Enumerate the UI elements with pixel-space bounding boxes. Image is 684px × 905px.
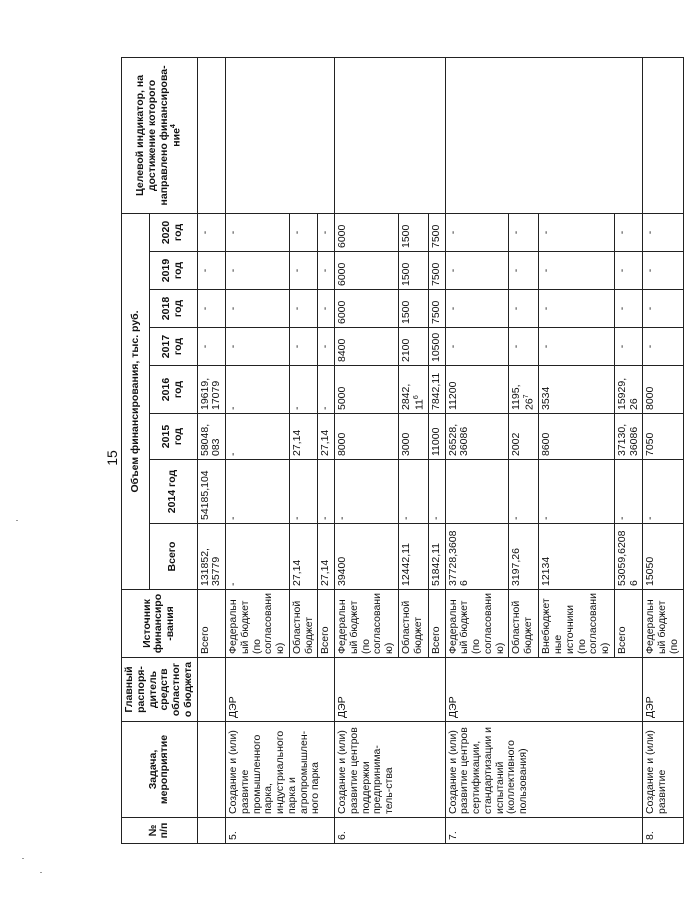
cell-2017: 2100 [398,328,428,366]
cell-total: 39400 [335,524,399,590]
header-2015: 2015 год [149,414,197,460]
header-2014: 2014 год [149,460,197,524]
cell-2015: 8000 [335,414,399,460]
cell-task [197,722,226,818]
cell-total: 12134 [539,524,615,590]
cell-2020: - [539,213,615,251]
header-target-sup: 4 [170,124,178,129]
cell-source: Всего [318,590,335,658]
cell-num [197,818,226,844]
cell-manager: ДЭР [643,658,683,722]
table-row [226,57,290,843]
cell-2020: 6000 [335,213,399,251]
cell-2014: - [318,460,335,524]
cell-2014 [445,460,509,524]
cell-2018: 1500 [398,290,428,328]
cell-manager: ДЭР [445,658,643,722]
cell-task: Создание и (или) развитие центров поддержки предпринима-тель-ства [335,722,446,818]
cell-manager: ДЭР [226,658,335,722]
cell-2017: 8400 [335,328,399,366]
cell-2018: - [445,290,509,328]
cell-num: 7. [445,818,643,844]
header-2017: 2017 год [149,328,197,366]
cell-2016-text: 2842, 11 [399,383,425,410]
cell-2017: - [539,328,615,366]
scan-speck [22,858,24,859]
cell-2015: 7050 [643,414,683,460]
cell-2019: - [318,252,335,290]
cell-2018: - [509,290,539,328]
cell-2016: - [318,366,335,414]
cell-2019: - [643,252,683,290]
cell-2020: - [643,213,683,251]
cell-total: 51842,11 [428,524,445,590]
cell-2020: - [197,213,226,251]
cell-source: Областной бюджет [398,590,428,658]
cell-2016 [509,366,539,414]
cell-2016: 5000 [335,366,399,414]
cell-2016: - [289,366,318,414]
cell-target [445,57,643,213]
cell-2014: - [614,460,643,524]
header-2016: 2016 год [149,366,197,414]
page-number: 15 [104,450,120,466]
cell-2018: - [289,290,318,328]
scan-speck [40,872,42,873]
table-row [445,57,509,843]
header-source: Источник финансиро-вания [122,590,198,658]
cell-source: Федеральный бюджет (по [643,590,683,658]
cell-2020: - [614,213,643,251]
cell-2017: - [197,328,226,366]
header-2019: 2019 год [149,252,197,290]
table-row [197,57,226,843]
cell-2020: - [445,213,509,251]
cell-2016: 15929, 26 [614,366,643,414]
cell-2015: 11000 [428,414,445,460]
table-row [335,57,399,843]
cell-source: Федеральный бюджет (по согласованию) [226,590,290,658]
cell-target [335,57,446,213]
cell-task: Создание и (или) развитие [643,722,683,818]
cell-2017: - [226,328,290,366]
cell-total: - [226,524,290,590]
header-num: № п/п [122,818,198,844]
cell-2020: 7500 [428,213,445,251]
cell-2015: 27,14 [289,414,318,460]
cell-2015: - [226,414,290,460]
cell-manager [197,658,226,722]
cell-target [226,57,335,213]
cell-2018: - [226,290,290,328]
cell-2017: - [445,328,509,366]
cell-2016: 8000 [643,366,683,414]
cell-2019: - [197,252,226,290]
cell-total: 3197,26 [509,524,539,590]
cell-2019: - [226,252,290,290]
cell-source: Всего [197,590,226,658]
cell-2014: - [335,460,399,524]
cell-2020: - [289,213,318,251]
cell-2018: - [539,290,615,328]
header-row-1 [122,57,150,843]
cell-2016: 19619, 17079 [197,366,226,414]
cell-2014: - [398,460,428,524]
cell-2018: - [643,290,683,328]
cell-2017: - [643,328,683,366]
cell-2016: 3534 [539,366,615,414]
cell-num: 8. [643,818,683,844]
cell-2014: - [226,460,290,524]
cell-2018: - [197,290,226,328]
cell-2017: - [509,328,539,366]
cell-2016: 11200 [445,366,509,414]
cell-total: 53059,62086 [614,524,643,590]
financing-table-rotated [121,58,680,844]
cell-2019: - [289,252,318,290]
cell-2014: - [643,460,683,524]
cell-2017: - [614,328,643,366]
cell-2018: - [318,290,335,328]
cell-2019: 7500 [428,252,445,290]
cell-2019: 1500 [398,252,428,290]
cell-source: Всего [428,590,445,658]
cell-num: 6. [335,818,446,844]
cell-2016: 7842,11 [428,366,445,414]
cell-2019: 6000 [335,252,399,290]
cell-manager: ДЭР [335,658,446,722]
cell-2015: 58048, 083 [197,414,226,460]
cell-source: Внебюджетные источники (по согласованию) [539,590,615,658]
header-task: Задача, мероприятие [122,722,198,818]
cell-2018: 6000 [335,290,399,328]
cell-2015: 26528, 36086 [445,414,509,460]
cell-2015: 37130, 36086 [614,414,643,460]
cell-2017: 10500 [428,328,445,366]
cell-target [643,57,683,213]
header-2018: 2018 год [149,290,197,328]
cell-total: 15050 [643,524,683,590]
cell-2014: - [509,460,539,524]
cell-2016-text: 1195, 26 [510,384,536,410]
header-volume: Объем финансирования, тыс. руб. [122,213,150,589]
cell-total: 131852, 35779 [197,524,226,590]
cell-task: Создание и (или) развитие промышленного парка, индустриального парка и агропромышлен-ного парка [226,722,335,818]
header-total: Всего [149,524,197,590]
cell-target [197,57,226,213]
cell-source: Федеральный бюджет (по согласованию) [445,590,509,658]
footnote-sup: 6 [412,395,420,400]
cell-2015: 2002 [509,414,539,460]
table-row [643,57,683,843]
cell-2020: - [226,213,290,251]
cell-total: 37728,36086 [445,524,509,590]
cell-2014: - [539,460,615,524]
cell-total: 12442,11 [398,524,428,590]
scan-speck [16,520,18,521]
cell-2014: - [289,460,318,524]
cell-2015: 8600 [539,414,615,460]
cell-2015: 27,14 [318,414,335,460]
footnote-sup: 7 [523,394,530,399]
header-target-text: Целевой индикатор, на достижение которого направлено финансирова-ние [134,65,183,206]
financing-table [121,57,684,844]
cell-2019: - [509,252,539,290]
cell-source: Областной бюджет [289,590,318,658]
cell-source: Федеральный бюджет (по согласованию) [335,590,399,658]
cell-2015: 3000 [398,414,428,460]
cell-2020: - [509,213,539,251]
cell-task: Создание и (или) развитие центров сертификации, стандартизации и испытаний (коллективного пользования) [445,722,643,818]
cell-2020: 1500 [398,213,428,251]
cell-2017: - [318,328,335,366]
cell-2020: - [318,213,335,251]
header-target [122,57,198,213]
cell-2019: - [614,252,643,290]
cell-2016 [398,366,428,414]
cell-2014: - [428,460,445,524]
cell-2016: - [226,366,290,414]
cell-source: Областной бюджет [509,590,539,658]
cell-2019: - [539,252,615,290]
cell-source: Всего [614,590,643,658]
cell-total: 27,14 [318,524,335,590]
header-2020: 2020 год [149,213,197,251]
cell-num: 5. [226,818,335,844]
cell-2017: - [289,328,318,366]
cell-2014: 54185,104 [197,460,226,524]
cell-total: 27,14 [289,524,318,590]
cell-2018: 7500 [428,290,445,328]
header-manager: Главный распоря-дитель средств областного бюджета [122,658,198,722]
cell-2018: - [614,290,643,328]
cell-2019: - [445,252,509,290]
